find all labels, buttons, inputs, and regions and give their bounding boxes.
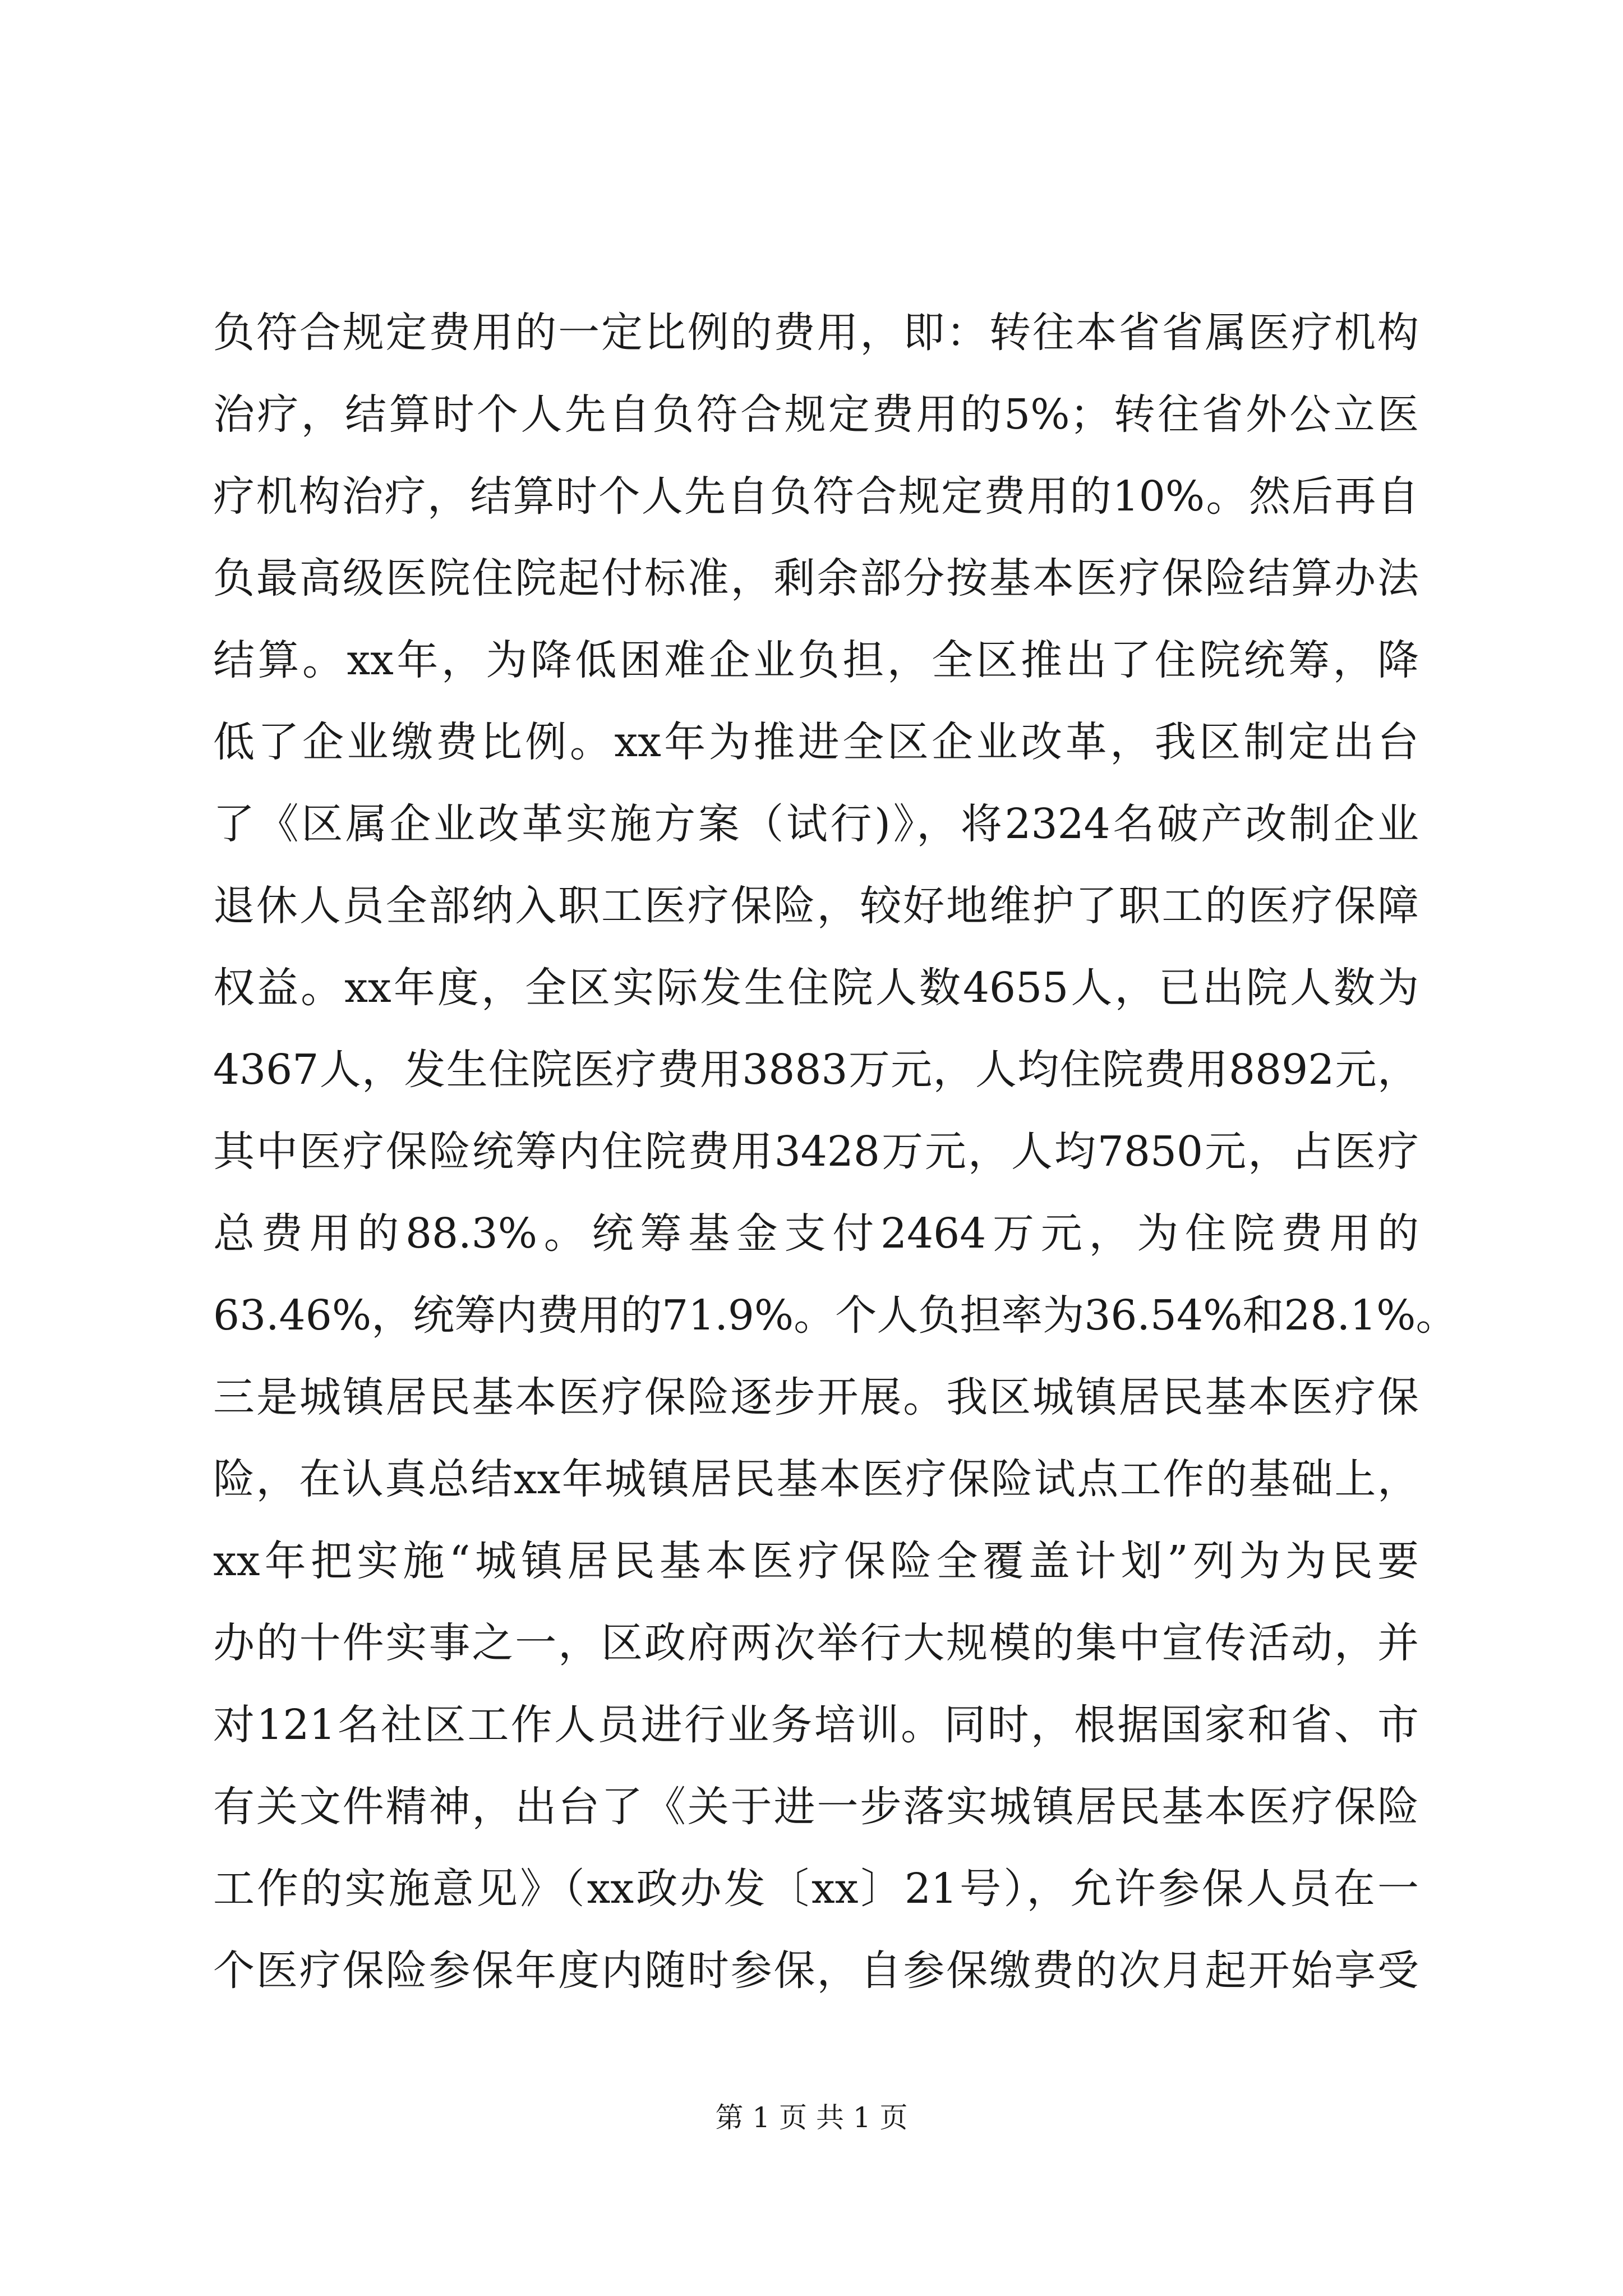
text-line: 退休人员全部纳入职工医疗保险，较好地维护了职工的医疗保障 <box>213 882 1419 930</box>
text-line: 结算。xx年，为降低困难企业负担，全区推出了住院统筹，降 <box>213 636 1419 684</box>
text-line: 对121名社区工作人员进行业务培训。同时，根据国家和省、市 <box>213 1701 1419 1749</box>
text-line: 了《区属企业改革实施方案（试行)》，将2324名破产改制企业 <box>213 800 1419 848</box>
body-text <box>213 292 1458 2012</box>
text-line: 办的十件实事之一，区政府两次举行大规模的集中宣传活动，并 <box>213 1619 1419 1667</box>
text-line: 险，在认真总结xx年城镇居民基本医疗保险试点工作的基础上， <box>213 1455 1419 1503</box>
text-line: xx年把实施“城镇居民基本医疗保险全覆盖计划”列为为民要 <box>213 1537 1419 1585</box>
text-line: 权益。xx年度，全区实际发生住院人数4655人，已出院人数为 <box>213 964 1419 1012</box>
text-line: 负符合规定费用的一定比例的费用，即：转往本省省属医疗机构 <box>213 309 1419 357</box>
text-line: 63.46%，统筹内费用的71.9%。个人负担率为36.54%和28.1%。 <box>213 1291 1458 1340</box>
text-line: 有关文件精神，出台了《关于进一步落实城镇居民基本医疗保险 <box>213 1783 1419 1831</box>
text-line: 工作的实施意见》（xx政办发〔xx〕21号），允许参保人员在一 <box>213 1865 1419 1913</box>
text-line: 低了企业缴费比例。xx年为推进全区企业改革，我区制定出台 <box>213 718 1419 766</box>
text-line: 4367人，发生住院医疗费用3883万元，人均住院费用8892元， <box>213 1046 1419 1094</box>
text-line: 治疗，结算时个人先自负符合规定费用的5%；转往省外公立医 <box>213 390 1419 439</box>
page-number-label: 第 1 页 共 1 页 <box>715 2101 908 2134</box>
text-line: 疗机构治疗，结算时个人先自负符合规定费用的10%。然后再自 <box>213 472 1419 521</box>
text-line: 个医疗保险参保年度内随时参保，自参保缴费的次月起开始享受 <box>213 1947 1419 1995</box>
text-line: 三是城镇居民基本医疗保险逐步开展。我区城镇居民基本医疗保 <box>213 1373 1419 1421</box>
text-line: 总费用的88.3%。统筹基金支付2464万元，为住院费用的 <box>213 1209 1419 1258</box>
text-line: 负最高级医院住院起付标准，剩余部分按基本医疗保险结算办法 <box>213 554 1419 602</box>
text-line: 其中医疗保险统筹内住院费用3428万元，人均7850元，占医疗 <box>213 1128 1419 1176</box>
page-footer <box>0 2098 1623 2137</box>
